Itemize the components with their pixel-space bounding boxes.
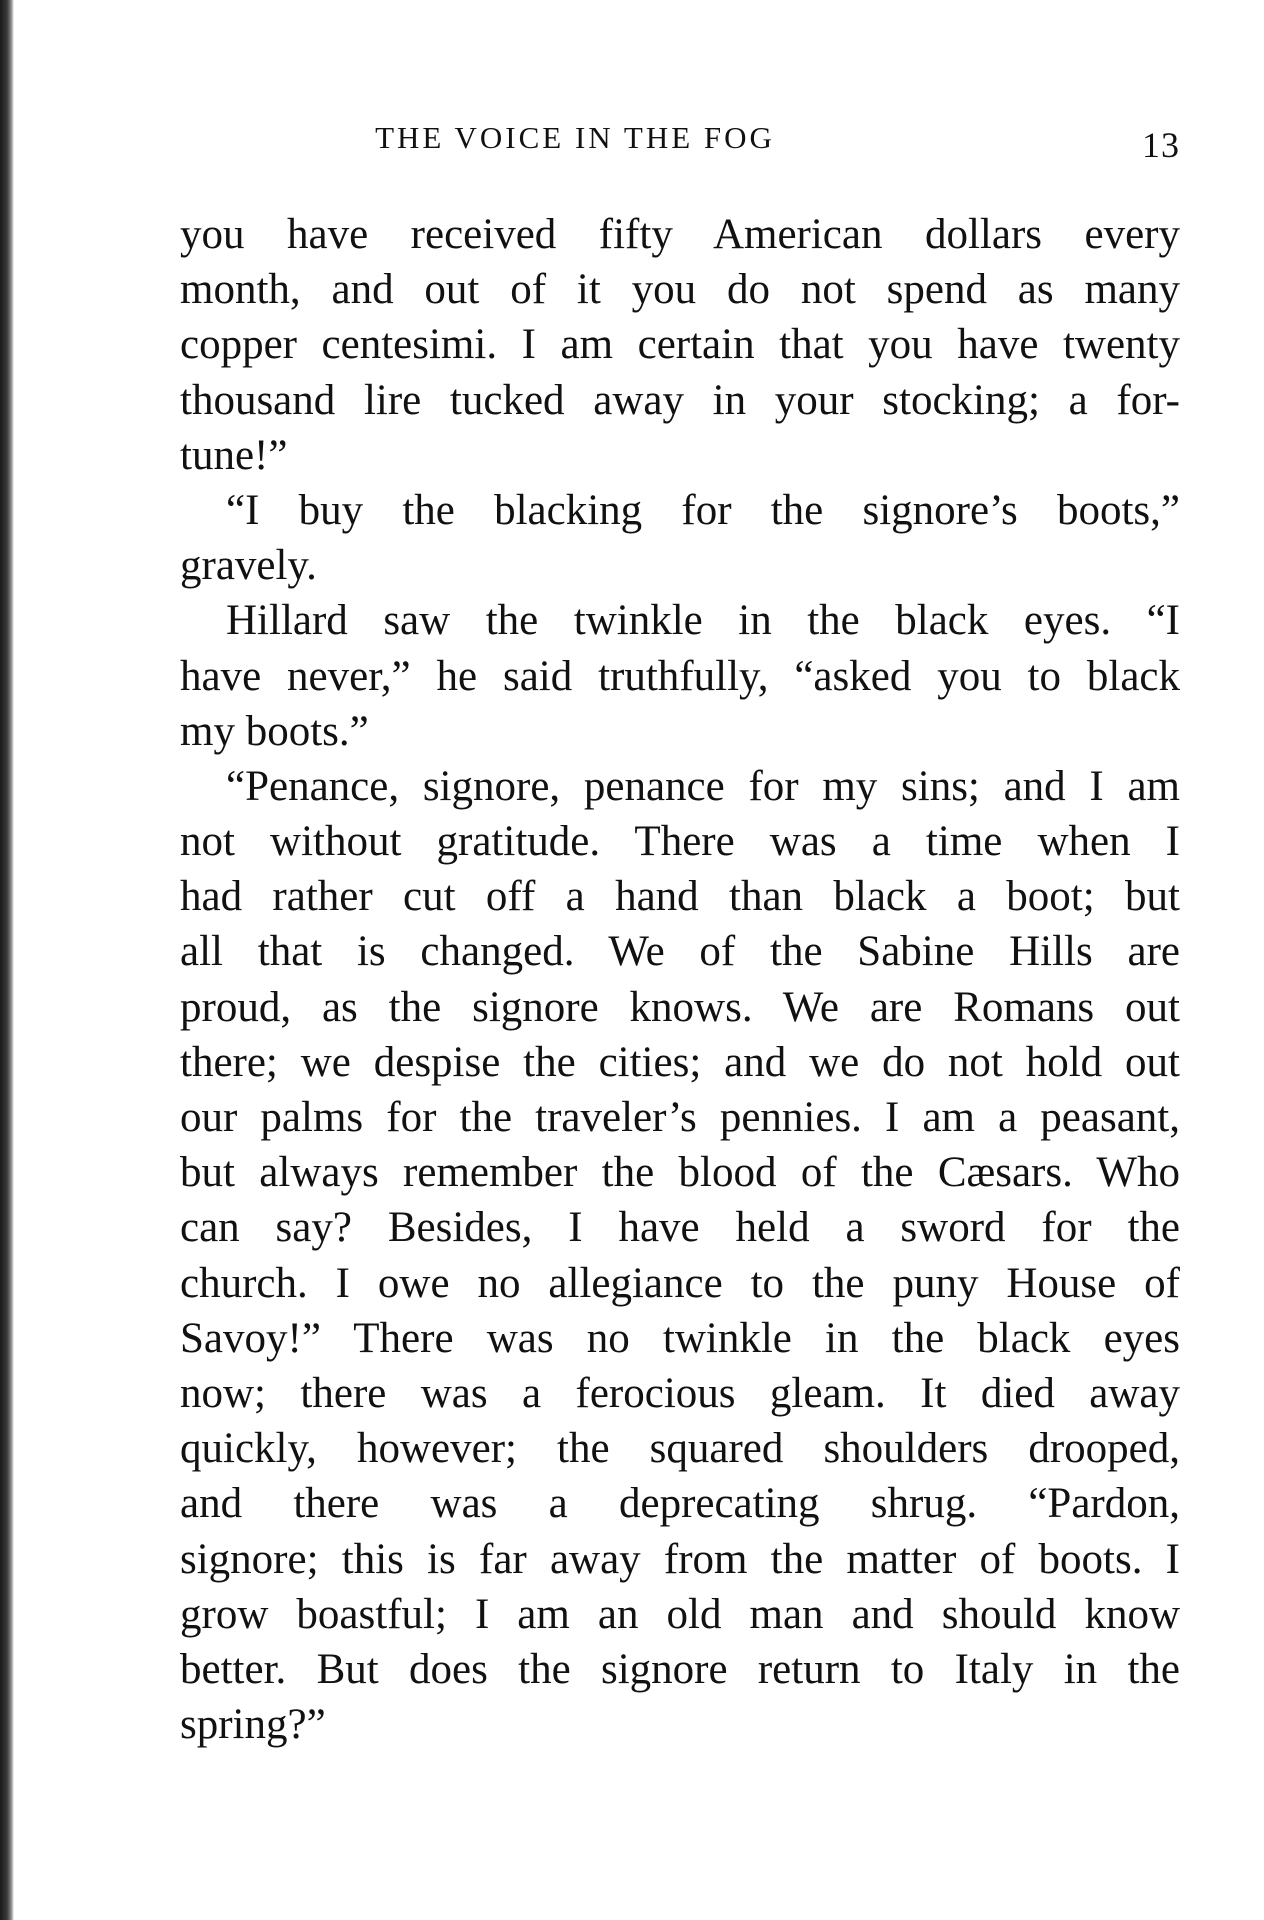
text-line: now; there was a ferocious gleam. It died away	[180, 1369, 1180, 1417]
page-number: 13	[1142, 125, 1180, 165]
running-head	[180, 120, 1180, 170]
text-line: Savoy!” There was no twinkle in the black eyes	[180, 1314, 1180, 1362]
text-line: proud, as the signore knows. We are Romans out	[180, 983, 1180, 1031]
text-line: you have received fifty American dollars every	[180, 211, 1180, 258]
text-line: copper centesimi. I am certain that you have twenty	[180, 321, 1180, 369]
text-line: there; we despise the cities; and we do not hold out	[180, 1038, 1180, 1086]
text-line: church. I owe no allegiance to the puny House of	[180, 1259, 1180, 1307]
text-line: have never,” he said truthfully, “asked you to black	[180, 652, 1180, 700]
text-line: can say? Besides, I have held a sword for the	[180, 1204, 1180, 1252]
text-line: tune!”	[180, 431, 288, 479]
text-line: thousand lire tucked away in your stocking; a for-	[180, 376, 1180, 424]
text-line: “I buy the blacking for the signore’s boots,”	[226, 486, 1180, 534]
scan-edge	[0, 0, 14, 1920]
text-line: not without gratitude. There was a time when I	[180, 818, 1180, 866]
text-line: “Penance, signore, penance for my sins; and I am	[226, 762, 1180, 810]
text-line: grow boastful; I am an old man and should know	[180, 1590, 1180, 1638]
text-line: but always remember the blood of the Cæsars. Who	[180, 1149, 1180, 1197]
text-line: better. But does the signore return to Italy in the	[180, 1645, 1180, 1693]
text-line: our palms for the traveler’s pennies. I am a peasant,	[180, 1094, 1180, 1141]
text-line: spring?”	[180, 1701, 326, 1749]
text-line: and there was a deprecating shrug. “Pardon,	[180, 1480, 1180, 1528]
text-line: quickly, however; the squared shoulders drooped,	[180, 1425, 1180, 1473]
body-text	[180, 207, 1180, 1752]
text-line: my boots.”	[180, 707, 369, 755]
text-line: all that is changed. We of the Sabine Hills are	[180, 928, 1180, 976]
text-line: Hillard saw the twinkle in the black eyes. “I	[226, 597, 1180, 645]
text-line: signore; this is far away from the matter of boots. I	[180, 1535, 1180, 1583]
text-line: month, and out of it you do not spend as many	[180, 266, 1180, 314]
text-line: gravely.	[180, 542, 317, 590]
text-line: had rather cut off a hand than black a boot; but	[180, 873, 1180, 921]
running-title: THE VOICE IN THE FOG	[375, 120, 775, 155]
